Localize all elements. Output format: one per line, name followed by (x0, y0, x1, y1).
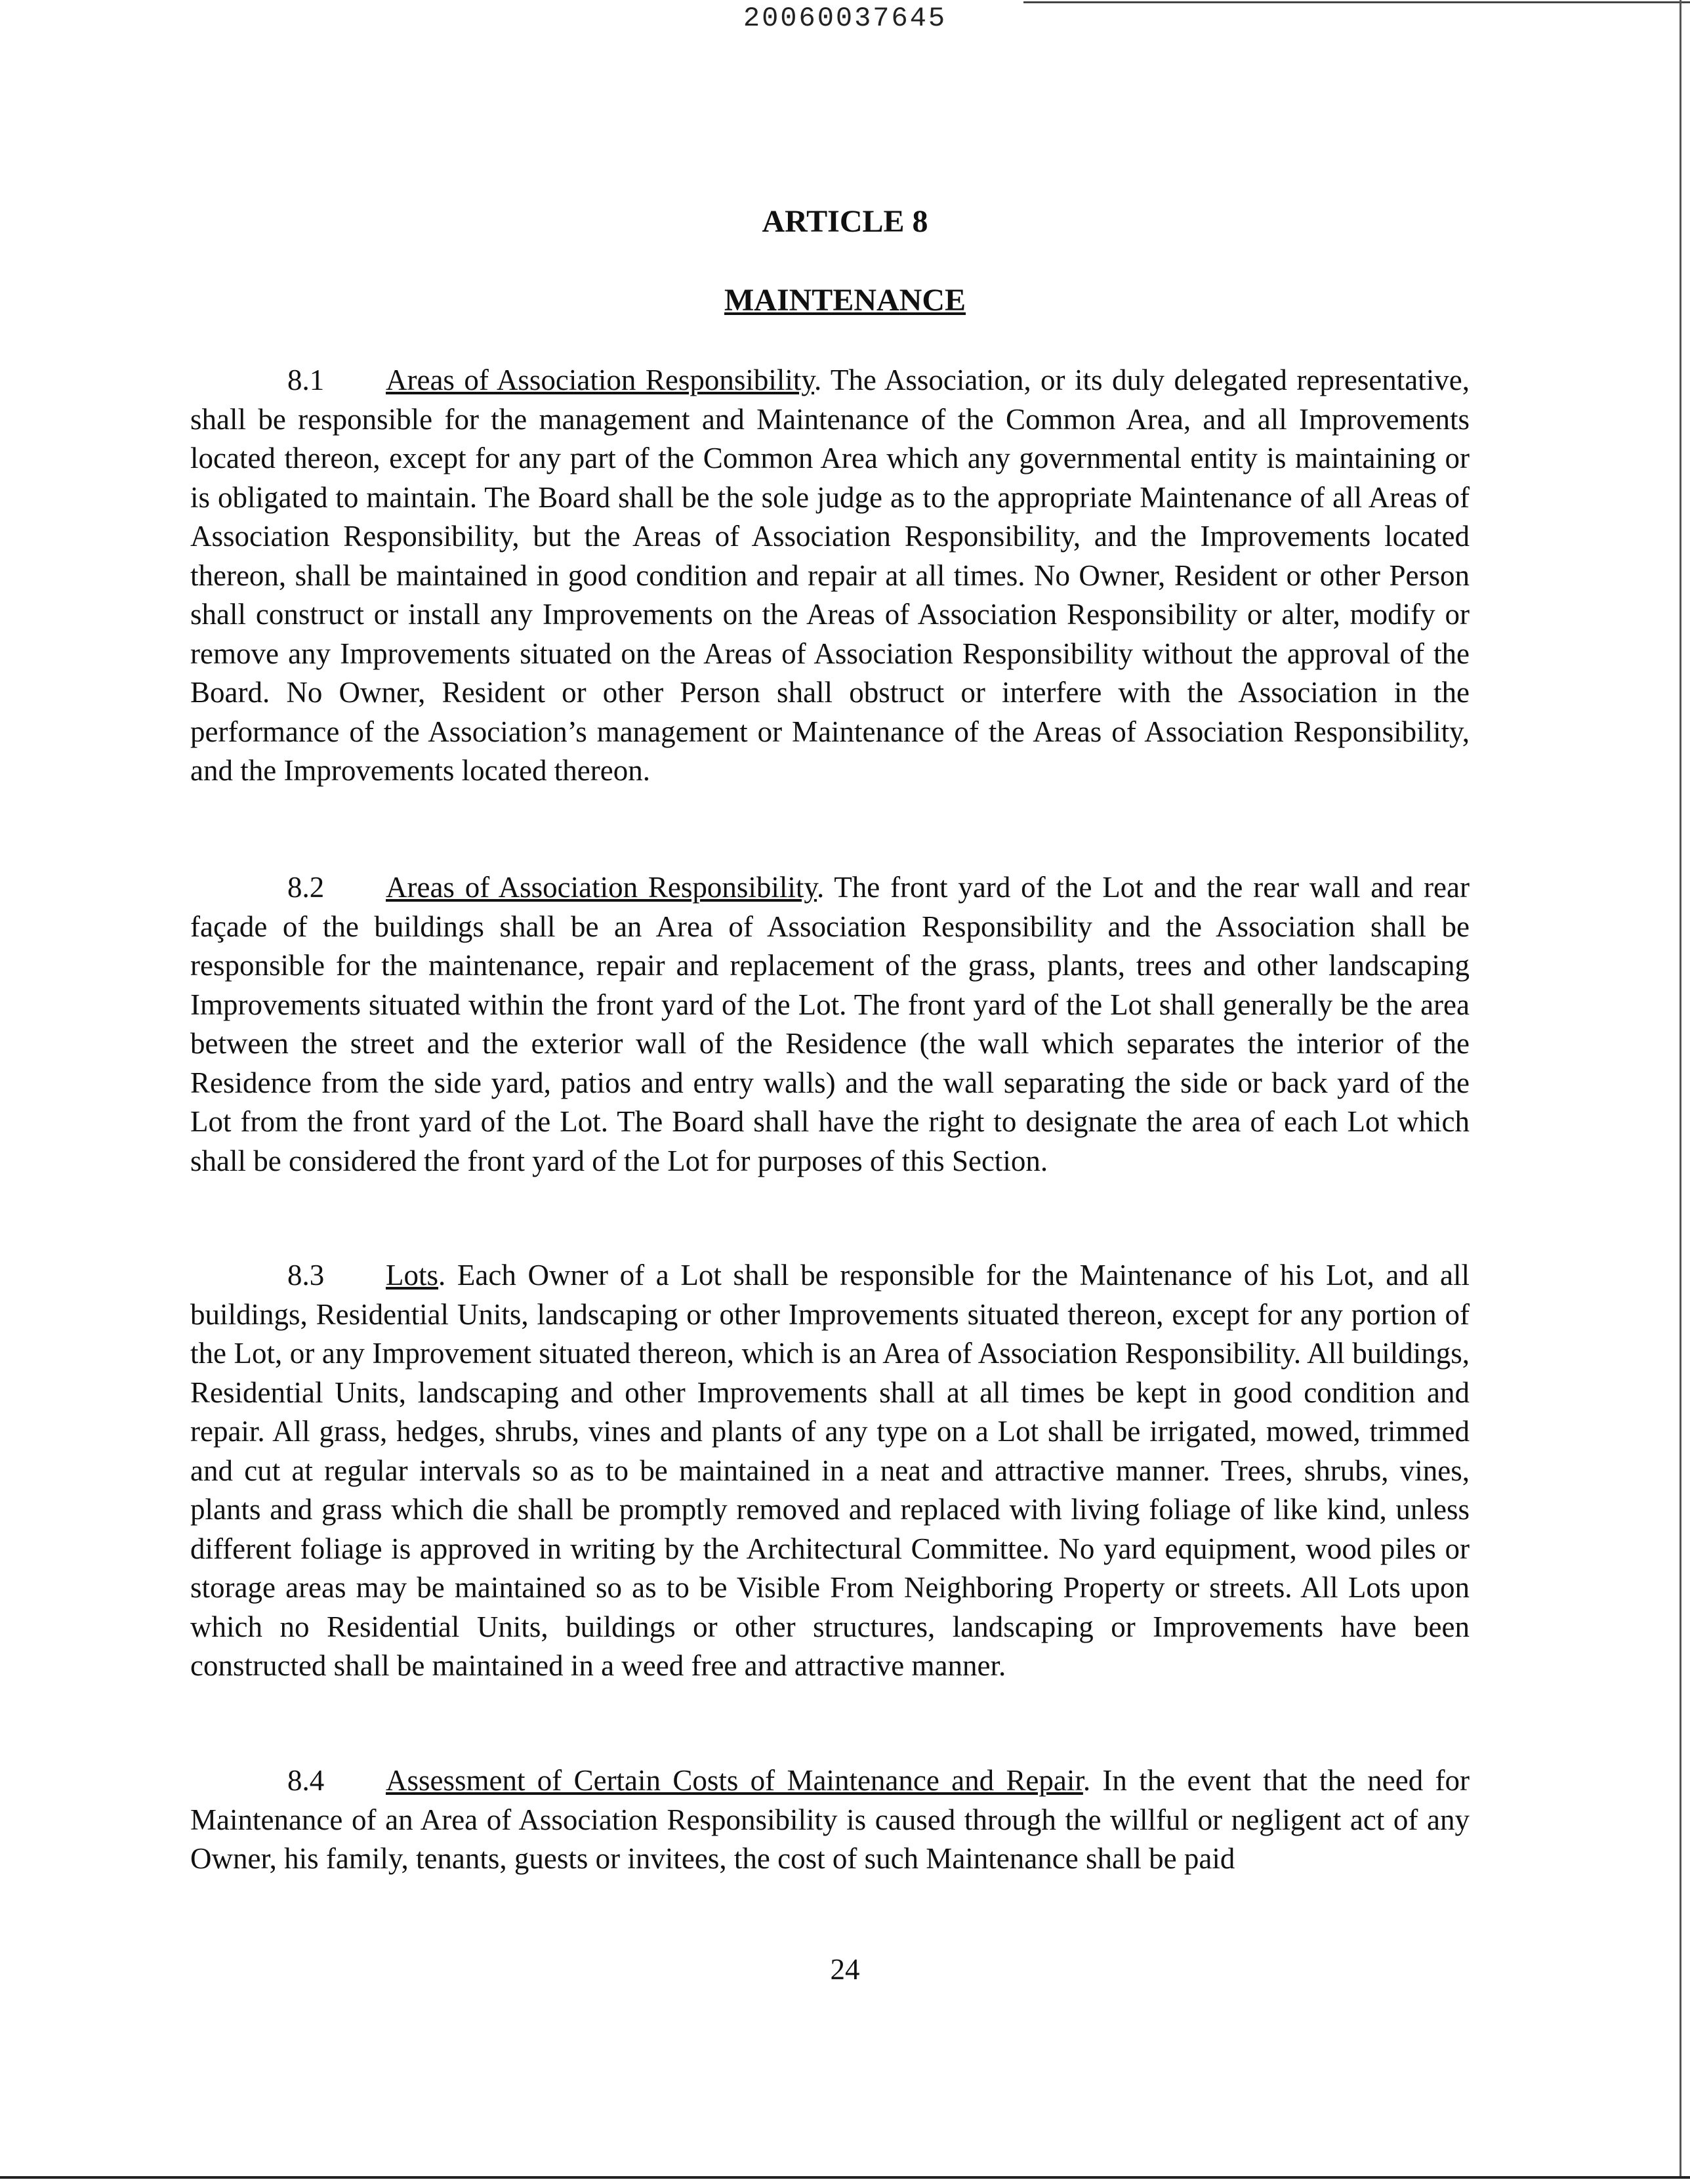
section-8-1 (190, 361, 1470, 791)
section-text: . The Association, or its duly delegated representative, shall be responsible for the management and Maintenance of the Common Area, and all Improvements located thereon, except for any part of the Common Area which any governmental entity is maintaining or is obligated to maintain. The Board shall be the sole judge as to the appropriate Maintenance of all Areas of Association Responsibility, but the Areas of Association Responsibility, and the Improvements located thereon, shall be maintained in good condition and repair at all times. No Owner, Resident or other Person shall construct or install any Improvements on the Areas of Association Responsibility or alter, modify or remove any Improvements situated on the Areas of Association Responsibility without the approval of the Board. No Owner, Resident or other Person shall obstruct or interfere with the Association in the performance of the Association’s management or Maintenance of the Areas of Association Responsibility, and the Improvements located thereon. (190, 364, 1470, 787)
section-text: . The front yard of the Lot and the rear wall and rear façade of the buildings shall be an Area of Association Responsibility and the Association shall be responsible for the maintenance, repair and replacement of the grass, plants, trees and other landscaping Improvements situated within the front yard of the Lot. The front yard of the Lot shall generally be the area between the street and the exterior wall of the Residence (the wall which separates the interior of the Residence from the side yard, patios and entry walls) and the wall separating the side or back yard of the Lot from the front yard of the Lot. The Board shall have the right to designate the area of each Lot which shall be considered the front yard of the Lot for purposes of this Section. (190, 871, 1470, 1177)
article-heading: ARTICLE 8 (762, 204, 928, 239)
section-number: 8.2 (287, 871, 325, 904)
section-title: Lots (386, 1259, 439, 1292)
article-title: MAINTENANCE (724, 283, 966, 318)
section-8-4 (190, 1761, 1470, 1879)
section-8-3 (190, 1256, 1470, 1686)
section-title: Areas of Association Responsibility (386, 871, 817, 904)
section-title: Assessment of Certain Costs of Maintenance and Repair (386, 1764, 1083, 1797)
section-number: 8.4 (287, 1764, 325, 1797)
section-number: 8.1 (287, 364, 325, 396)
bottom-edge-rule (0, 2176, 1690, 2179)
section-number: 8.3 (287, 1259, 325, 1292)
section-8-2 (190, 868, 1470, 1181)
right-edge-rule (1680, 0, 1681, 2177)
section-title: Areas of Association Responsibility (386, 364, 814, 396)
section-text: . Each Owner of a Lot shall be responsible for the Maintenance of his Lot, and all buildings, Residential Units, landscaping or other Improvements situated thereon, except for any portion of the Lot, or any Improvement situated thereon, which is an Area of Association Responsibility. All buildings, Residential Units, landscaping and other Improvements shall at all times be kept in good condition and repair. All grass, hedges, shrubs, vines and plants of any type on a Lot shall be irrigated, mowed, trimmed and cut at regular intervals so as to be maintained in a neat and attractive manner. Trees, shrubs, vines, plants and grass which die shall be promptly removed and replaced with living foliage of like kind, unless different foliage is approved in writing by the Architectural Committee. No yard equipment, wood piles or storage areas may be maintained so as to be Visible From Neighboring Property or streets. All Lots upon which no Residential Units, buildings or other structures, landscaping or Improvements have been constructed shall be maintained in a weed free and attractive manner. (190, 1259, 1470, 1682)
document-number: 20060037645 (743, 3, 947, 34)
page-number: 24 (830, 1953, 860, 1986)
section-text: . In the event that the need for Maintenance of an Area of Association Responsibility is caused through the willful or negligent act of any Owner, his family, tenants, guests or invitees, the cost of such Maintenance shall be paid (190, 1764, 1470, 1875)
